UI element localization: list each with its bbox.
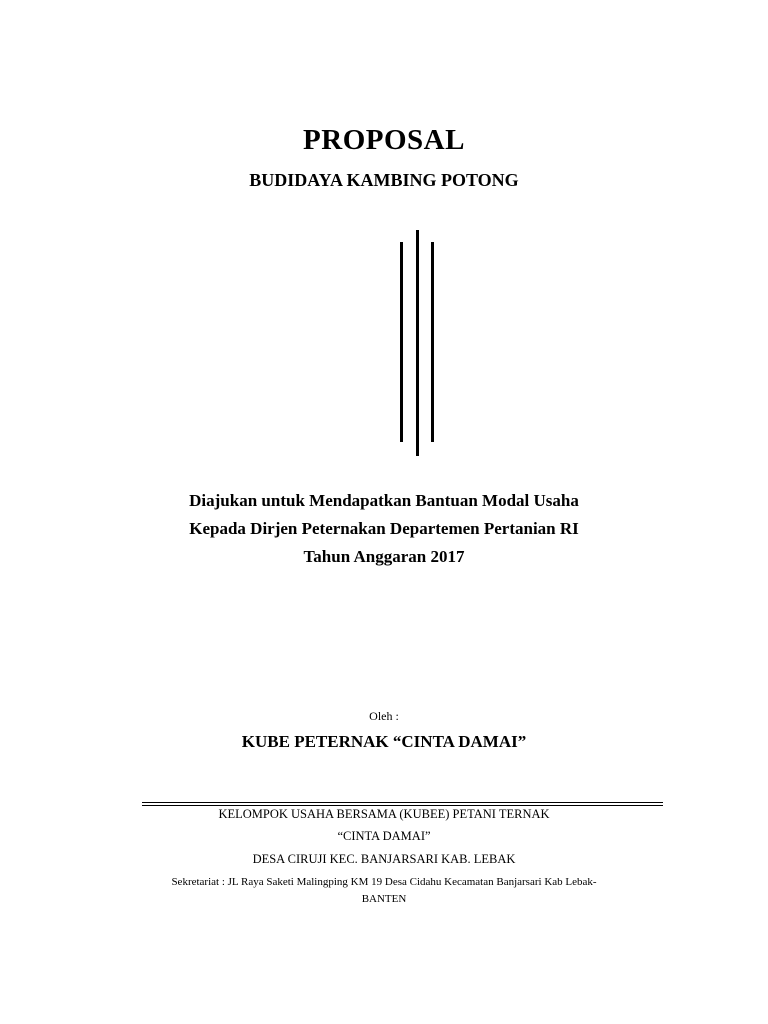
purpose-line-3: Tahun Anggaran 2017 [303,547,465,566]
document-subtitle: BUDIDAYA KAMBING POTONG [249,170,519,190]
decorative-vertical-line-center [416,230,419,456]
purpose-line-2: Kepada Dirjen Peternakan Departemen Pertanian RI [189,519,579,538]
footer-divider-bottom [142,805,663,806]
purpose-line-1: Diajukan untuk Mendapatkan Bantuan Modal Usaha [189,491,579,510]
by-label: Oleh : [369,709,399,723]
footer-location: DESA CIRUJI KEC. BANJARSARI KAB. LEBAK [252,852,516,866]
decorative-vertical-line-right [431,242,434,442]
footer-secretariat-province: BANTEN [361,893,407,905]
group-name: KUBE PETERNAK “CINTA DAMAI” [241,732,527,751]
footer-organization-name: “CINTA DAMAI” [337,829,431,843]
footer-secretariat-address: Sekretariat : JL Raya Saketi Malingping KM 19 Desa Cidahu Kecamatan Banjarsari Kab Lebak- [171,876,597,888]
document-title: PROPOSAL [303,124,465,156]
footer-divider-top [142,802,663,803]
footer-organization: KELOMPOK USAHA BERSAMA (KUBEE) PETANI TERNAK [218,807,550,821]
decorative-vertical-line-left [400,242,403,442]
